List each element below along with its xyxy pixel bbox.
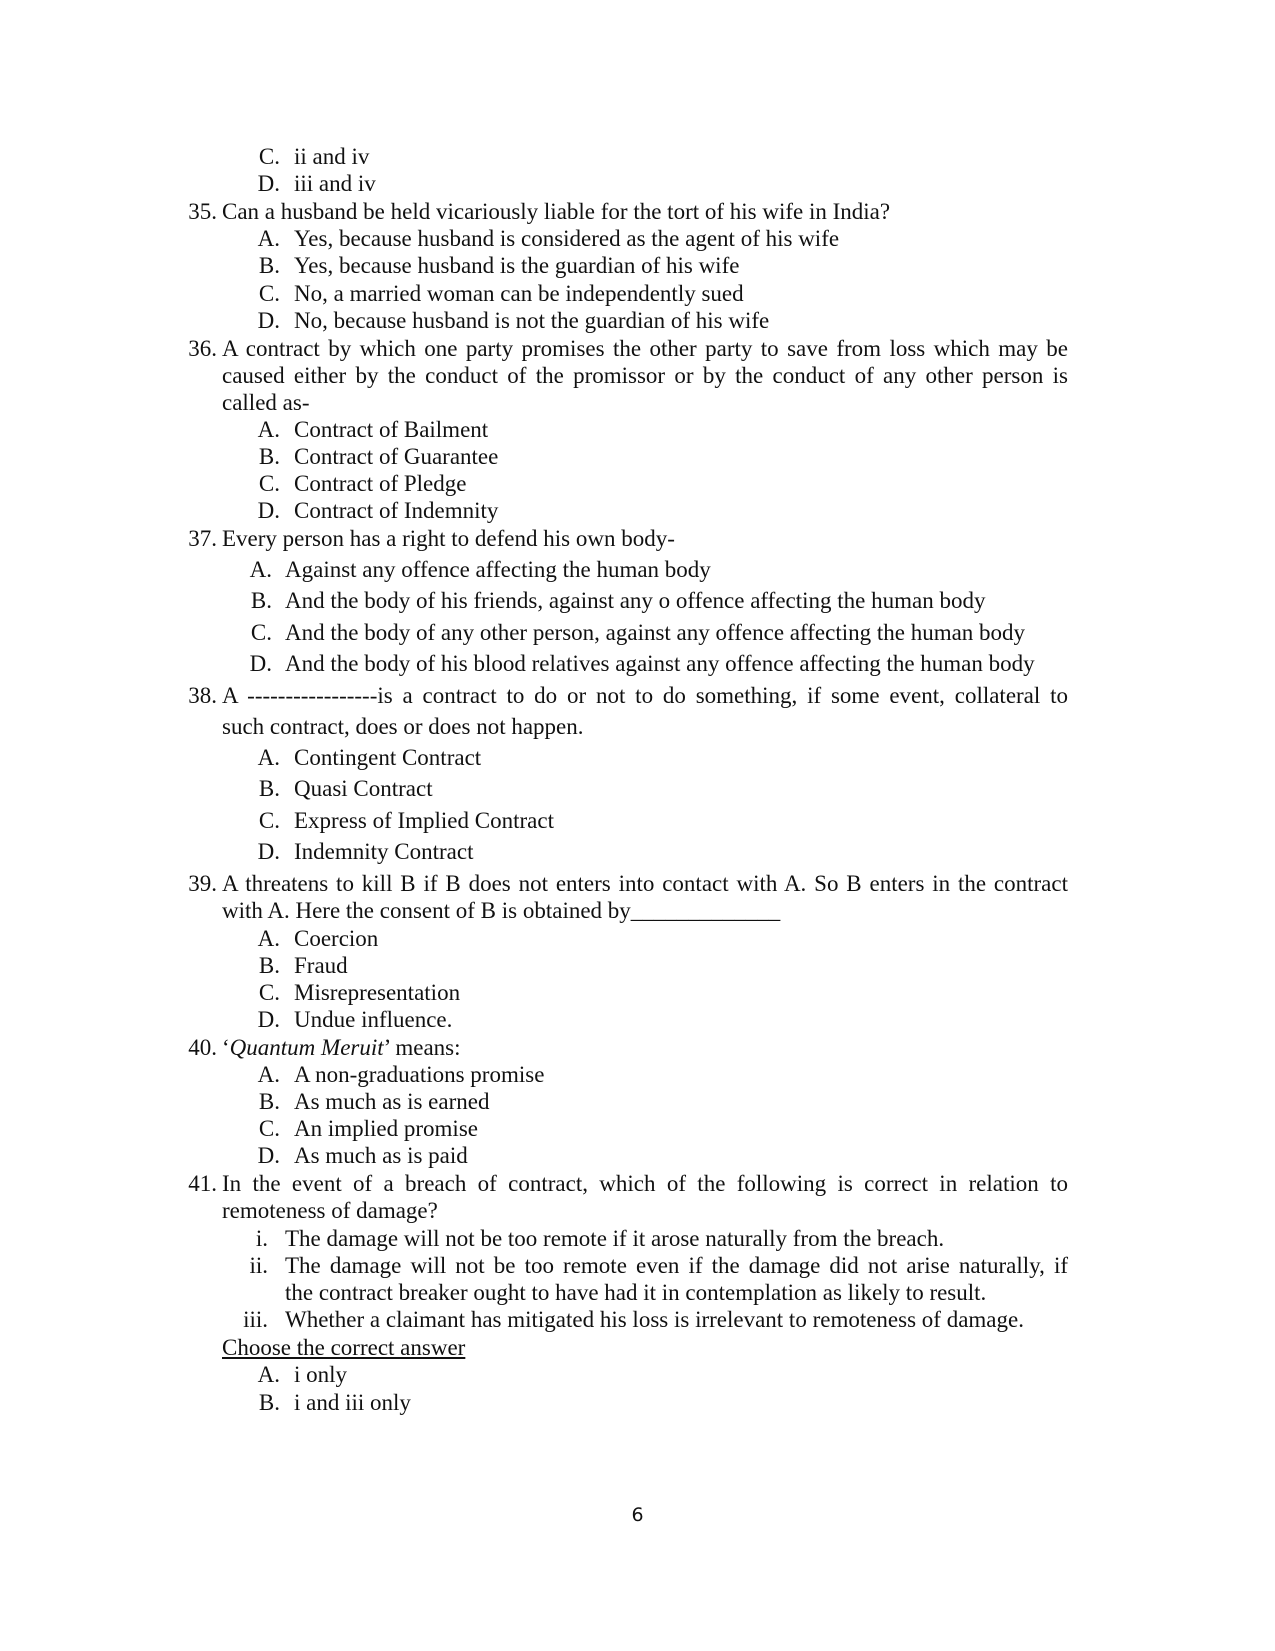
option-text: And the body of any other person, against any offence affecting the human body <box>285 620 1026 645</box>
option-label: C. <box>258 1116 280 1141</box>
question-text: remoteness of damage? <box>222 1198 438 1223</box>
option-text: Indemnity Contract <box>294 839 474 864</box>
question-text-rest: ’ means: <box>383 1035 461 1060</box>
option-label: C. <box>258 144 280 169</box>
option-label: C. <box>258 471 280 496</box>
instruction-text: Choose the correct answer <box>222 1335 466 1360</box>
question-number: 40. <box>188 1035 217 1060</box>
option-text: As much as is earned <box>294 1089 490 1114</box>
option-label: D. <box>257 498 280 523</box>
option-label: D. <box>249 651 272 676</box>
question-number: 39. <box>188 871 217 896</box>
option-label: D. <box>257 1143 280 1168</box>
option-label: B. <box>258 444 280 469</box>
question-text: with A. Here the consent of B is obtained by_____________ <box>222 898 781 923</box>
option-label: B. <box>258 1089 280 1114</box>
option-text: And the body of his friends, against any o offence affecting the human body <box>285 588 986 613</box>
option-text: An implied promise <box>294 1116 478 1141</box>
option-label: A. <box>249 557 272 582</box>
option-text: ii and iv <box>294 144 370 169</box>
option-text: And the body of his blood relatives against any offence affecting the human body <box>285 651 1035 676</box>
statement-text: Whether a claimant has mitigated his loss is irrelevant to remoteness of damage. <box>285 1307 1024 1332</box>
question-text: Every person has a right to defend his own body- <box>222 526 675 551</box>
statement-text: The damage will not be too remote even if the damage did not arise naturally, if <box>285 1253 1068 1278</box>
option-text: No, a married woman can be independently sued <box>294 281 744 306</box>
option-label: A. <box>257 745 280 770</box>
question-text: caused either by the conduct of the promissor or by the conduct of any other person is <box>222 363 1068 388</box>
question-text: called as- <box>222 390 310 415</box>
option-label: B. <box>258 1390 280 1415</box>
option-text: i only <box>294 1362 348 1387</box>
option-label: D. <box>257 171 280 196</box>
question-number: 37. <box>188 526 217 551</box>
option-label: B. <box>258 953 280 978</box>
option-label: C. <box>258 281 280 306</box>
option-text: Misrepresentation <box>294 980 461 1005</box>
option-label: C. <box>250 620 272 645</box>
option-text: Yes, because husband is considered as the agent of his wife <box>294 226 840 251</box>
option-text: Contingent Contract <box>294 745 482 770</box>
latin-term: Quantum Meruit <box>229 1035 384 1060</box>
option-text: Contract of Bailment <box>294 417 489 442</box>
open-quote: ‘ <box>222 1035 230 1060</box>
option-label: C. <box>258 808 280 833</box>
option-text: Contract of Pledge <box>294 471 467 496</box>
question-text <box>222 1034 461 1062</box>
option-text: iii and iv <box>294 171 376 196</box>
option-label: C. <box>258 980 280 1005</box>
option-label: B. <box>258 776 280 801</box>
option-text: Fraud <box>294 953 348 978</box>
option-label: D. <box>257 839 280 864</box>
question-text: A threatens to kill B if B does not enters into contact with A. So B enters in the contract <box>222 871 1068 896</box>
option-text: Undue influence. <box>294 1007 453 1032</box>
page-number: 6 <box>631 1504 644 1526</box>
option-label: D. <box>257 1007 280 1032</box>
question-text: In the event of a breach of contract, which of the following is correct in relation to <box>222 1171 1068 1196</box>
option-text: A non-graduations promise <box>294 1062 545 1087</box>
question-number: 35. <box>188 199 217 224</box>
option-text: Express of Implied Contract <box>294 808 554 833</box>
question-text: A -----------------is a contract to do or not to do something, if some event, collateral to <box>222 683 1068 708</box>
option-label: B. <box>250 588 272 613</box>
question-number: 41. <box>188 1171 217 1196</box>
option-text: Contract of Indemnity <box>294 498 499 523</box>
question-text: A contract by which one party promises the other party to save from loss which may be <box>222 336 1068 361</box>
question-number: 38. <box>188 683 217 708</box>
option-label: B. <box>258 253 280 278</box>
option-label: A. <box>257 926 280 951</box>
option-text: Quasi Contract <box>294 776 433 801</box>
statement-label: iii. <box>243 1307 268 1332</box>
option-text: Yes, because husband is the guardian of his wife <box>294 253 740 278</box>
statement-text: The damage will not be too remote if it arose naturally from the breach. <box>285 1226 945 1251</box>
statement-label: i. <box>255 1226 268 1251</box>
option-text: No, because husband is not the guardian of his wife <box>294 308 770 333</box>
option-label: D. <box>257 308 280 333</box>
option-label: A. <box>257 1062 280 1087</box>
option-label: A. <box>257 417 280 442</box>
option-label: A. <box>257 1362 280 1387</box>
option-text: As much as is paid <box>294 1143 468 1168</box>
statement-text: the contract breaker ought to have had it in contemplation as likely to result. <box>285 1280 987 1305</box>
option-text: Contract of Guarantee <box>294 444 499 469</box>
question-number: 36. <box>188 336 217 361</box>
question-text: Can a husband be held vicariously liable for the tort of his wife in India? <box>222 199 891 224</box>
option-label: A. <box>257 226 280 251</box>
option-text: i and iii only <box>294 1390 411 1415</box>
option-text: Against any offence affecting the human body <box>285 557 711 582</box>
question-text: such contract, does or does not happen. <box>222 714 584 739</box>
option-text: Coercion <box>294 926 379 951</box>
statement-label: ii. <box>249 1253 268 1278</box>
